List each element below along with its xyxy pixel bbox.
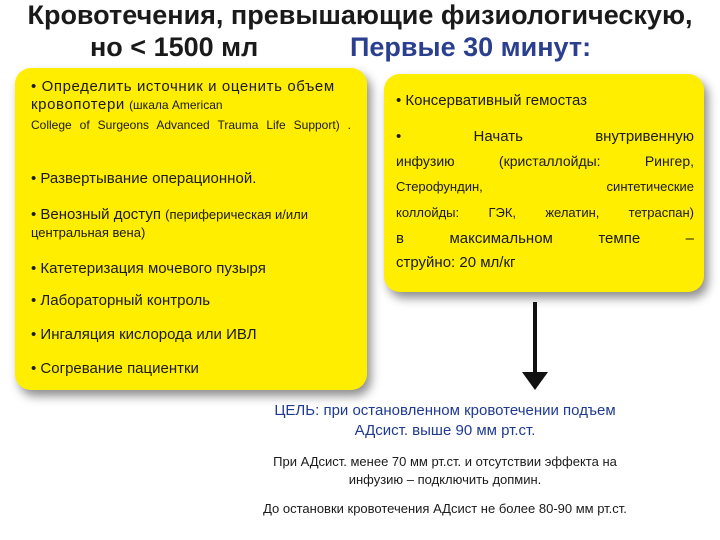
goal-line2: АДсист. выше 90 мм рт.ст. [354, 422, 536, 439]
left-item-assess-bleeding [31, 78, 351, 114]
left-item-venous-detail: (периферическая и/или центральная вена) [31, 207, 308, 240]
left-item-lab-control: • Лабораторный контроль [31, 292, 211, 309]
left-item-catheterization: • Катетеризация мочевого пузыря [31, 260, 266, 277]
right-item-hemostasis: • Консервативный гемостаз [396, 92, 588, 109]
page-title-timeframe: Первые 30 минут: [350, 32, 592, 62]
down-arrow-shaft [533, 302, 537, 382]
right-actions-box [384, 74, 704, 292]
down-arrow-icon [522, 372, 548, 390]
dopamine-note-line2: инфузию – подключить допмин. [348, 472, 542, 487]
page-title-condition: но < 1500 мл [90, 32, 259, 62]
dopamine-note [200, 453, 690, 489]
right-item-infusion-line4: коллойды: ГЭК, желатин, тетраспан) [396, 205, 694, 220]
pressure-limit-note: До остановки кровотечения АДсист не более 80-90 мм рт.ст. [263, 501, 627, 516]
left-item-assess-main: • Определить источник и оценить объем кровопотери [31, 78, 335, 113]
left-item-operating-room: • Развертывание операционной. [31, 170, 257, 187]
right-item-infusion-line3: Стерофундин, синтетические [396, 179, 694, 194]
left-item-venous-access [31, 206, 351, 242]
goal-text [200, 401, 690, 441]
right-item-infusion-line6: струйно: 20 мл/кг [396, 254, 516, 271]
dopamine-note-line1: При АДсист. менее 70 мм рт.ст. и отсутствии эффекта на [273, 454, 617, 469]
page-title: Кровотечения, превышающие физиологическую, [27, 0, 693, 30]
right-item-infusion-line1: • Начать внутривенную [396, 128, 694, 145]
left-item-assess-scale: (шкала American [129, 98, 223, 112]
left-item-oxygen: • Ингаляция кислорода или ИВЛ [31, 326, 257, 343]
left-item-warming: • Согревание пациентки [31, 360, 199, 377]
right-item-infusion-line2: инфузию (кристаллойды: Рингер, [396, 153, 694, 169]
goal-line1: ЦЕЛЬ: при остановленном кровотечении подъем [274, 402, 616, 419]
left-item-venous-main: • Венозный доступ [31, 206, 161, 223]
right-item-infusion-line5: в максимальном темпе – [396, 230, 694, 247]
left-item-assess-sub: College of Surgeons Advanced Trauma Life Support) . [31, 118, 351, 132]
left-actions-box [15, 68, 367, 390]
